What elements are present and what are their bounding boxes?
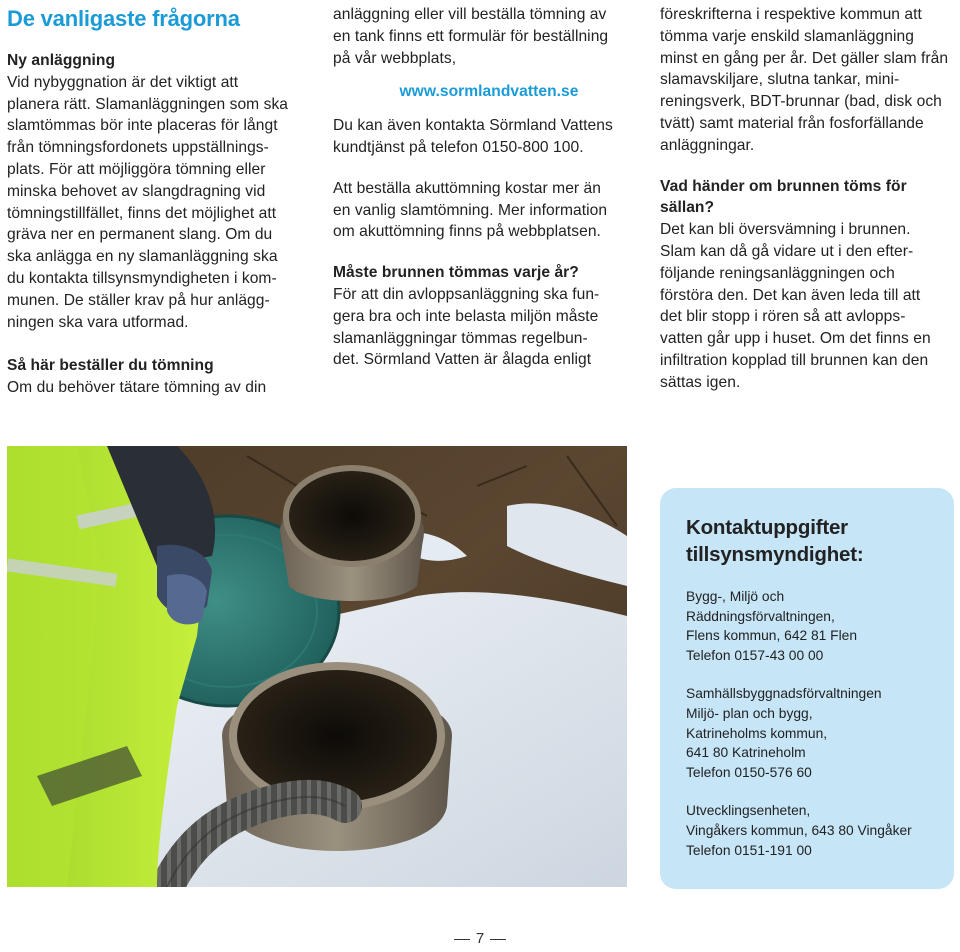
text-line: kundtjänst på telefon 0150-800 100. xyxy=(333,138,584,156)
contact-title-line: Kontaktuppgifter xyxy=(686,516,848,539)
text-line: förstöra den. Det kan även leda till att xyxy=(660,286,921,304)
text-line: tömningstillfället, finns det möjlighet att xyxy=(7,204,277,222)
text-line: Slam kan då gå vidare ut i den efter- xyxy=(660,242,914,260)
contact-entry-flen: Bygg-, Miljö och Räddningsförvaltningen, Flens kommun, 642 81 Flen Telefon 0157-43 00 00 xyxy=(686,589,858,663)
paragraph-new-installation xyxy=(7,72,307,334)
section-title-yearly-emptying: Måste brunnen tömmas varje år? xyxy=(333,264,579,282)
text-line: en tank finns ett formulär för beställning xyxy=(333,27,609,45)
text-line: tömma varje enskild slamanläggning xyxy=(660,27,914,45)
text-line: plats. För att möjliggöra tömning eller xyxy=(7,160,266,178)
text-line: slamavskiljare, slutna tankar, mini- xyxy=(660,71,900,89)
text-line: minska behovet av slangdragning vid xyxy=(7,182,266,200)
text-line: ningen ska vara utformad. xyxy=(7,313,189,331)
paragraph-yearly-emptying xyxy=(333,284,633,371)
paragraph-emergency-emptying xyxy=(333,178,633,243)
text-line: ska anlägga en ny slamanläggning ska xyxy=(7,248,278,266)
text-line: Det kan bli översvämning i brunnen. xyxy=(660,221,911,239)
text-line: sättas igen. xyxy=(660,373,741,391)
text-line: vatten går upp i huset. Om det finns en xyxy=(660,330,931,348)
contact-entry-vingaker: Utvecklingsenheten, Vingåkers kommun, 643 80 Vingåker Telefon 0151-191 00 xyxy=(686,803,912,858)
dash-right xyxy=(490,939,506,940)
contact-entry-katrineholm: Samhällsbyggnadsförvaltningen Miljö- plan och bygg, Katrineholms kommun, 641 80 Katrineholm Telefon 0150-576 60 xyxy=(686,686,882,780)
paragraph-customer-service xyxy=(333,115,633,159)
text-line: munen. De ställer krav på hur anlägg- xyxy=(7,291,270,309)
text-line: föreskrifterna i respektive kommun att xyxy=(660,6,922,23)
section-title-new-installation: Ny anläggning xyxy=(7,52,116,69)
text-line: För att din avloppsanläggning ska fun- xyxy=(333,285,600,303)
text-line: från tömningsfordonets uppställnings- xyxy=(7,139,269,157)
text-line: Om du behöver tätare tömning av din xyxy=(7,379,267,397)
paragraph-regulations xyxy=(660,4,960,157)
column-3 xyxy=(660,4,960,394)
contact-title-line: tillsynsmyndighet: xyxy=(686,543,864,566)
page-number xyxy=(0,930,960,948)
text-line: anläggningar. xyxy=(660,136,755,154)
website-link[interactable]: www.sormlandvatten.se xyxy=(399,83,579,101)
text-line: det blir stopp i rören så att avlopps- xyxy=(660,308,906,326)
text-line: tvätt) samt material från fosforfällande xyxy=(660,114,924,132)
text-line: gera bra och inte belasta miljön måste xyxy=(333,307,599,325)
text-line: anläggning eller vill beställa tömning av xyxy=(333,6,607,23)
section-title-order-emptying: Så här beställer du tömning xyxy=(7,357,214,375)
text-line: Att beställa akuttömning kostar mer än xyxy=(333,179,601,197)
contact-box-title xyxy=(686,514,930,568)
photo-septic-tank-emptying xyxy=(7,446,627,887)
text-line: gräva ner en permanent slang. Om du xyxy=(7,226,273,244)
text-line: slamtömmas bör inte placeras för långt xyxy=(7,117,278,135)
text-line: slamanläggningar tömmas regelbun- xyxy=(333,329,588,347)
dash-left xyxy=(454,939,470,940)
contact-info-box xyxy=(660,488,954,889)
page-title: De vanligaste frågorna xyxy=(7,6,240,31)
text-line: Vid nybyggnation är det viktigt att xyxy=(7,73,239,91)
text-line: det. Sörmland Vatten är ålagda enligt xyxy=(333,351,592,369)
text-line: en vanlig slamtömning. Mer information xyxy=(333,201,608,219)
text-line: på vår webbplats, xyxy=(333,49,457,67)
text-line: minst en gång per år. Det gäller slam från xyxy=(660,49,949,67)
text-line: reningsverk, BDT-brunnar (bad, disk och xyxy=(660,93,942,111)
text-line: om akuttömning finns på webbplatsen. xyxy=(333,223,601,241)
text-line: följande reningsanläggningen och xyxy=(660,264,895,282)
text-line: infiltration kopplad till brunnen kan den xyxy=(660,351,929,369)
text-line: Du kan även kontakta Sörmland Vattens xyxy=(333,117,613,135)
section-title-rare-emptying: Vad händer om brunnen töms för sällan? xyxy=(660,177,907,217)
text-line: du kontakta tillsynsmyndigheten i kom- xyxy=(7,269,277,287)
column-2 xyxy=(333,4,633,371)
page-number-value: 7 xyxy=(475,930,485,948)
paragraph-rare-emptying xyxy=(660,219,960,393)
paragraph-order-form xyxy=(333,4,633,69)
text-line: planera rätt. Slamanläggningen som ska xyxy=(7,95,289,113)
column-1 xyxy=(7,0,307,399)
